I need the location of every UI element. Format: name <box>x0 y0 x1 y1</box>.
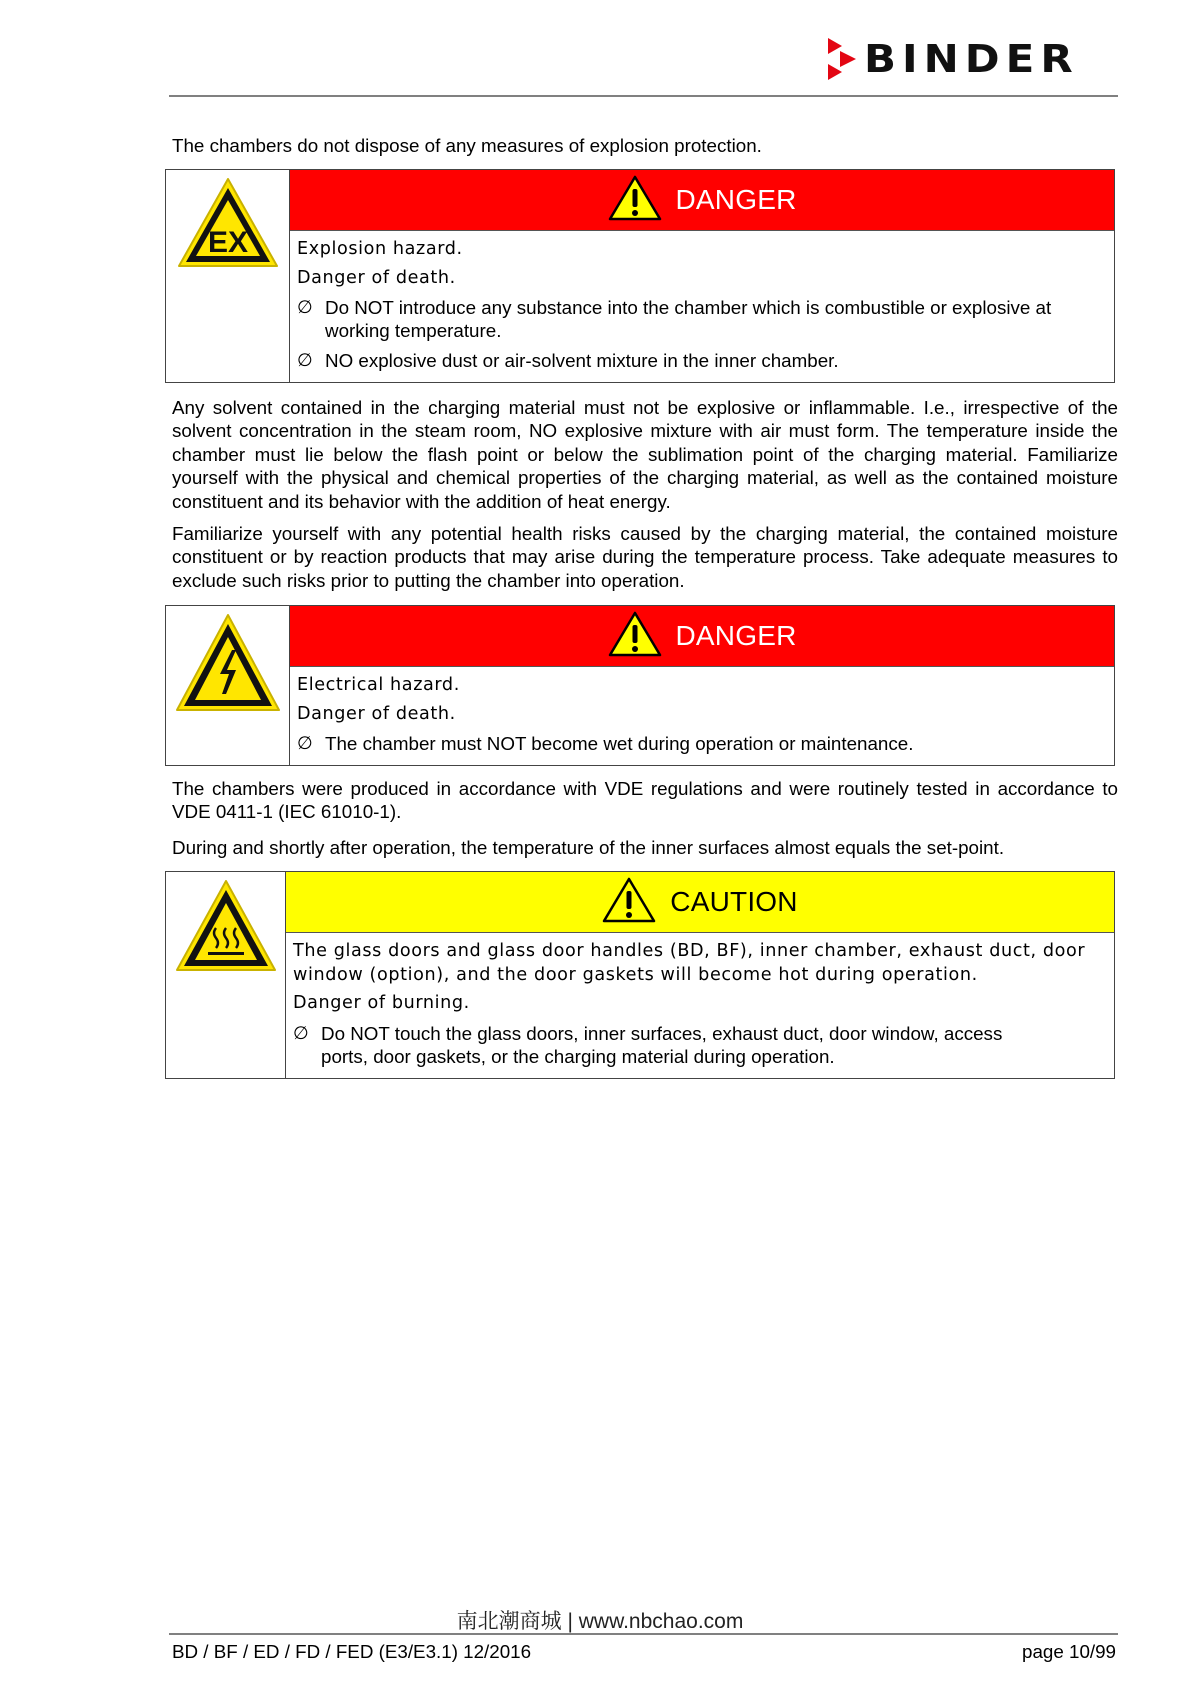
prohibition-icon: ∅ <box>297 733 313 753</box>
prohibition-item: ∅ The chamber must NOT become wet during operation or maintenance. <box>297 733 914 754</box>
hot-surface-icon <box>166 878 285 979</box>
paragraph-vde: The chambers were produced in accordance with VDE regulations and were routinely tested in accordance to VDE 0411-1 (IEC 61010-1). <box>172 778 1118 823</box>
svg-text:EX: EX <box>207 226 248 259</box>
hazard-consequence: Danger of burning. <box>293 993 470 1013</box>
message-cell <box>290 606 1115 766</box>
explosion-hazard-icon <box>166 176 289 275</box>
binder-logo-arrows-icon <box>828 38 858 80</box>
pictogram-cell <box>166 872 286 1079</box>
paragraph-health-risks: Familiarize yourself with any potential health risks caused by the charging material, the contained moisture constituent or by reaction products that may arise during the temperature process. Take adequate measures to exclude such risks prior to putting the chamber into operation. <box>172 523 1118 591</box>
paragraph-solvent: Any solvent contained in the charging material must not be explosive or inflammable. I.e., irrespective of the solvent concentration in the steam room, NO explosive mixture with air must form. The temperature inside the chamber must lie below the flash point or below the sublimation point of the charging material. Familiarize yourself with the physical and chemical properties of the charging material, as well as the contained moisture constituent and its behavior with the addition of heat energy. <box>172 397 1118 512</box>
signal-word: DANGER <box>675 620 797 651</box>
prohibition-item: ∅ NO explosive dust or air-solvent mixture in the inner chamber. <box>297 349 839 371</box>
prohibition-icon: ∅ <box>297 349 313 370</box>
warning-triangle-icon <box>608 175 662 226</box>
prohibition-item: ∅ Do NOT introduce any substance into the chamber which is combustible or explosive at working temperature. <box>297 297 1052 342</box>
caution-header <box>286 872 1114 933</box>
hazard-consequence: Danger of death. <box>297 267 456 288</box>
signal-word: CAUTION <box>670 886 798 917</box>
danger-header <box>290 170 1114 231</box>
signal-word: DANGER <box>675 184 797 215</box>
electrical-hazard-icon <box>166 612 289 719</box>
warning-triangle-icon <box>608 611 662 662</box>
message-cell <box>286 872 1115 1079</box>
caution-box-hot-surface <box>165 871 1115 1079</box>
prohibition-item: ∅ Do NOT touch the glass doors, inner surfaces, exhaust duct, door window, access ports, door gaskets, or the charging material during operation. <box>293 1022 1003 1067</box>
danger-header <box>290 606 1114 667</box>
intro-text: The chambers do not dispose of any measures of explosion protection. <box>172 135 762 156</box>
danger-box-electrical <box>165 605 1115 766</box>
hazard-type: Electrical hazard. <box>297 675 460 695</box>
brand-name: BINDER <box>864 36 1079 82</box>
warning-triangle-icon <box>602 877 656 928</box>
pictogram-cell <box>166 606 290 766</box>
footer-divider <box>169 1633 1118 1635</box>
page-number: page 10/99 <box>1022 1641 1116 1662</box>
danger-box-explosion <box>165 169 1115 383</box>
binder-logo <box>828 38 1120 80</box>
prohibition-icon: ∅ <box>297 297 313 317</box>
hazard-consequence: Danger of death. <box>297 703 456 724</box>
pictogram-cell <box>166 170 290 383</box>
message-cell <box>290 170 1115 383</box>
watermark: 南北潮商城 | www.nbchao.com <box>456 1610 744 1633</box>
document-id: BD / BF / ED / FD / FED (E3/E3.1) 12/2016 <box>172 1641 532 1662</box>
hazard-type: Explosion hazard. <box>297 239 463 259</box>
paragraph-surface-temperature: During and shortly after operation, the temperature of the inner surfaces almost equals the set-point. <box>172 837 1005 858</box>
prohibition-icon: ∅ <box>293 1022 309 1043</box>
header-divider <box>169 95 1118 97</box>
hazard-type: The glass doors and glass door handles (BD, BF), inner chamber, exhaust duct, door window (option), and the door gaskets will become hot during operation. <box>293 941 1086 985</box>
